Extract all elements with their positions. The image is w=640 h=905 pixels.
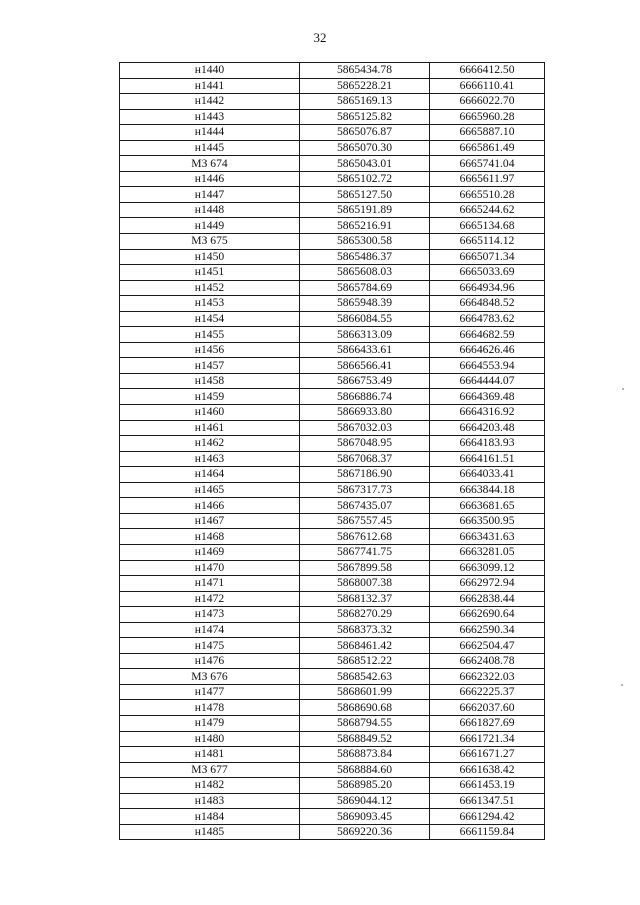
table-row [120, 280, 545, 296]
y-coordinate-cell: 6661159.84 [430, 824, 545, 840]
table-row [120, 389, 545, 405]
y-coordinate-cell: 6664682.59 [430, 327, 545, 343]
table-row [120, 498, 545, 514]
x-coordinate-cell: 5866933.80 [300, 405, 430, 421]
table-row [120, 824, 545, 840]
point-id-cell: н1472 [120, 591, 300, 607]
point-id-cell: н1454 [120, 311, 300, 327]
x-coordinate-cell: 5868270.29 [300, 607, 430, 623]
y-coordinate-cell: 6662690.64 [430, 607, 545, 623]
point-id-cell: н1466 [120, 498, 300, 514]
table-row [120, 109, 545, 125]
table-row [120, 653, 545, 669]
x-coordinate-cell: 5866433.61 [300, 342, 430, 358]
table-row [120, 607, 545, 623]
table-row [120, 638, 545, 654]
x-coordinate-cell: 5867032.03 [300, 420, 430, 436]
y-coordinate-cell: 6664444.07 [430, 373, 545, 389]
point-id-cell: н1442 [120, 94, 300, 110]
y-coordinate-cell: 6664783.62 [430, 311, 545, 327]
x-coordinate-cell: 5865486.37 [300, 249, 430, 265]
table-row [120, 622, 545, 638]
table-row [120, 793, 545, 809]
point-id-cell: н1453 [120, 296, 300, 312]
point-id-cell: МЗ 675 [120, 234, 300, 250]
x-coordinate-cell: 5868873.84 [300, 747, 430, 763]
y-coordinate-cell: 6662590.34 [430, 622, 545, 638]
x-coordinate-cell: 5867317.73 [300, 482, 430, 498]
x-coordinate-cell: 5866313.09 [300, 327, 430, 343]
y-coordinate-cell: 6662972.94 [430, 576, 545, 592]
point-id-cell: н1469 [120, 544, 300, 560]
point-id-cell: н1463 [120, 451, 300, 467]
table-row [120, 700, 545, 716]
point-id-cell: н1462 [120, 436, 300, 452]
y-coordinate-cell: 6663844.18 [430, 482, 545, 498]
point-id-cell: н1443 [120, 109, 300, 125]
x-coordinate-cell: 5869220.36 [300, 824, 430, 840]
table-row [120, 747, 545, 763]
table-row [120, 731, 545, 747]
y-coordinate-cell: 6664203.48 [430, 420, 545, 436]
table-row [120, 576, 545, 592]
table-row [120, 684, 545, 700]
x-coordinate-cell: 5868542.63 [300, 669, 430, 685]
table-row [120, 809, 545, 825]
x-coordinate-cell: 5867435.07 [300, 498, 430, 514]
point-id-cell: н1473 [120, 607, 300, 623]
point-id-cell: н1468 [120, 529, 300, 545]
coordinates-table [119, 62, 545, 840]
y-coordinate-cell: 6661453.19 [430, 778, 545, 794]
point-id-cell: н1446 [120, 171, 300, 187]
y-coordinate-cell: 6661721.34 [430, 731, 545, 747]
point-id-cell: н1467 [120, 513, 300, 529]
y-coordinate-cell: 6665510.28 [430, 187, 545, 203]
y-coordinate-cell: 6664316.92 [430, 405, 545, 421]
x-coordinate-cell: 5865076.87 [300, 125, 430, 141]
point-id-cell: н1458 [120, 373, 300, 389]
table-row [120, 358, 545, 374]
x-coordinate-cell: 5867068.37 [300, 451, 430, 467]
table-row [120, 63, 545, 79]
table-row [120, 373, 545, 389]
x-coordinate-cell: 5868884.60 [300, 762, 430, 778]
table-row [120, 560, 545, 576]
x-coordinate-cell: 5865784.69 [300, 280, 430, 296]
x-coordinate-cell: 5867186.90 [300, 467, 430, 483]
point-id-cell: н1444 [120, 125, 300, 141]
table-row [120, 311, 545, 327]
y-coordinate-cell: 6666110.41 [430, 78, 545, 94]
x-coordinate-cell: 5868601.99 [300, 684, 430, 700]
y-coordinate-cell: 6663500.95 [430, 513, 545, 529]
y-coordinate-cell: 6665114.12 [430, 234, 545, 250]
point-id-cell: н1477 [120, 684, 300, 700]
x-coordinate-cell: 5866753.49 [300, 373, 430, 389]
table-row [120, 482, 545, 498]
table-row [120, 218, 545, 234]
point-id-cell: н1457 [120, 358, 300, 374]
x-coordinate-cell: 5865434.78 [300, 63, 430, 79]
point-id-cell: н1441 [120, 78, 300, 94]
point-id-cell: н1452 [120, 280, 300, 296]
point-id-cell: н1459 [120, 389, 300, 405]
x-coordinate-cell: 5865228.21 [300, 78, 430, 94]
y-coordinate-cell: 6665033.69 [430, 265, 545, 281]
table-row [120, 296, 545, 312]
point-id-cell: н1475 [120, 638, 300, 654]
y-coordinate-cell: 6665887.10 [430, 125, 545, 141]
x-coordinate-cell: 5868512.22 [300, 653, 430, 669]
table-row [120, 451, 545, 467]
point-id-cell: н1484 [120, 809, 300, 825]
y-coordinate-cell: 6663431.63 [430, 529, 545, 545]
table-row [120, 669, 545, 685]
y-coordinate-cell: 6663099.12 [430, 560, 545, 576]
y-coordinate-cell: 6665861.49 [430, 140, 545, 156]
y-coordinate-cell: 6664033.41 [430, 467, 545, 483]
y-coordinate-cell: 6666412.50 [430, 63, 545, 79]
table-row [120, 405, 545, 421]
point-id-cell: н1451 [120, 265, 300, 281]
point-id-cell: МЗ 674 [120, 156, 300, 172]
table-row [120, 467, 545, 483]
point-id-cell: н1478 [120, 700, 300, 716]
point-id-cell: н1480 [120, 731, 300, 747]
y-coordinate-cell: 6665960.28 [430, 109, 545, 125]
x-coordinate-cell: 5865102.72 [300, 171, 430, 187]
x-coordinate-cell: 5867741.75 [300, 544, 430, 560]
table-row [120, 544, 545, 560]
y-coordinate-cell: 6662838.44 [430, 591, 545, 607]
y-coordinate-cell: 6665071.34 [430, 249, 545, 265]
scan-speck [621, 684, 623, 686]
y-coordinate-cell: 6662504.47 [430, 638, 545, 654]
point-id-cell: н1456 [120, 342, 300, 358]
x-coordinate-cell: 5868985.20 [300, 778, 430, 794]
table-row [120, 234, 545, 250]
coordinates-table-body [120, 63, 545, 840]
x-coordinate-cell: 5866566.41 [300, 358, 430, 374]
x-coordinate-cell: 5866886.74 [300, 389, 430, 405]
table-row [120, 265, 545, 281]
point-id-cell: н1482 [120, 778, 300, 794]
point-id-cell: н1485 [120, 824, 300, 840]
page-number: 32 [313, 30, 327, 45]
x-coordinate-cell: 5868461.42 [300, 638, 430, 654]
table-row [120, 591, 545, 607]
point-id-cell: н1445 [120, 140, 300, 156]
x-coordinate-cell: 5868849.52 [300, 731, 430, 747]
point-id-cell: н1455 [120, 327, 300, 343]
x-coordinate-cell: 5867899.58 [300, 560, 430, 576]
y-coordinate-cell: 6663281.05 [430, 544, 545, 560]
point-id-cell: н1474 [120, 622, 300, 638]
point-id-cell: н1461 [120, 420, 300, 436]
table-row [120, 778, 545, 794]
x-coordinate-cell: 5865125.82 [300, 109, 430, 125]
y-coordinate-cell: 6664553.94 [430, 358, 545, 374]
point-id-cell: МЗ 676 [120, 669, 300, 685]
y-coordinate-cell: 6665244.62 [430, 202, 545, 218]
x-coordinate-cell: 5867048.95 [300, 436, 430, 452]
table-row [120, 187, 545, 203]
y-coordinate-cell: 6662037.60 [430, 700, 545, 716]
scan-speck [622, 388, 624, 390]
x-coordinate-cell: 5868007.38 [300, 576, 430, 592]
y-coordinate-cell: 6662322.03 [430, 669, 545, 685]
y-coordinate-cell: 6664161.51 [430, 451, 545, 467]
x-coordinate-cell: 5865948.39 [300, 296, 430, 312]
y-coordinate-cell: 6666022.70 [430, 94, 545, 110]
x-coordinate-cell: 5865300.58 [300, 234, 430, 250]
x-coordinate-cell: 5868794.55 [300, 715, 430, 731]
table-row [120, 529, 545, 545]
point-id-cell: н1464 [120, 467, 300, 483]
point-id-cell: н1465 [120, 482, 300, 498]
x-coordinate-cell: 5869093.45 [300, 809, 430, 825]
table-row [120, 171, 545, 187]
y-coordinate-cell: 6661638.42 [430, 762, 545, 778]
point-id-cell: н1450 [120, 249, 300, 265]
table-row [120, 125, 545, 141]
table-row [120, 156, 545, 172]
table-row [120, 420, 545, 436]
x-coordinate-cell: 5865169.13 [300, 94, 430, 110]
x-coordinate-cell: 5867612.68 [300, 529, 430, 545]
y-coordinate-cell: 6665134.68 [430, 218, 545, 234]
point-id-cell: н1440 [120, 63, 300, 79]
table-row [120, 78, 545, 94]
point-id-cell: МЗ 677 [120, 762, 300, 778]
y-coordinate-cell: 6665741.04 [430, 156, 545, 172]
y-coordinate-cell: 6664183.93 [430, 436, 545, 452]
table-row [120, 342, 545, 358]
x-coordinate-cell: 5865191.89 [300, 202, 430, 218]
table-row [120, 140, 545, 156]
table-row [120, 715, 545, 731]
y-coordinate-cell: 6661294.42 [430, 809, 545, 825]
x-coordinate-cell: 5865043.01 [300, 156, 430, 172]
y-coordinate-cell: 6661347.51 [430, 793, 545, 809]
point-id-cell: н1470 [120, 560, 300, 576]
y-coordinate-cell: 6662225.37 [430, 684, 545, 700]
table-row [120, 327, 545, 343]
y-coordinate-cell: 6664848.52 [430, 296, 545, 312]
point-id-cell: н1481 [120, 747, 300, 763]
x-coordinate-cell: 5868690.68 [300, 700, 430, 716]
point-id-cell: н1483 [120, 793, 300, 809]
point-id-cell: н1447 [120, 187, 300, 203]
point-id-cell: н1476 [120, 653, 300, 669]
point-id-cell: н1479 [120, 715, 300, 731]
x-coordinate-cell: 5865070.30 [300, 140, 430, 156]
x-coordinate-cell: 5868132.37 [300, 591, 430, 607]
y-coordinate-cell: 6661671.27 [430, 747, 545, 763]
table-row [120, 762, 545, 778]
table-row [120, 249, 545, 265]
x-coordinate-cell: 5865127.50 [300, 187, 430, 203]
y-coordinate-cell: 6662408.78 [430, 653, 545, 669]
x-coordinate-cell: 5865216.91 [300, 218, 430, 234]
point-id-cell: н1460 [120, 405, 300, 421]
table-row [120, 202, 545, 218]
y-coordinate-cell: 6665611.97 [430, 171, 545, 187]
y-coordinate-cell: 6664369.48 [430, 389, 545, 405]
x-coordinate-cell: 5865608.03 [300, 265, 430, 281]
x-coordinate-cell: 5866084.55 [300, 311, 430, 327]
y-coordinate-cell: 6661827.69 [430, 715, 545, 731]
point-id-cell: н1448 [120, 202, 300, 218]
y-coordinate-cell: 6663681.65 [430, 498, 545, 514]
point-id-cell: н1449 [120, 218, 300, 234]
y-coordinate-cell: 6664626.46 [430, 342, 545, 358]
x-coordinate-cell: 5867557.45 [300, 513, 430, 529]
y-coordinate-cell: 6664934.96 [430, 280, 545, 296]
x-coordinate-cell: 5869044.12 [300, 793, 430, 809]
x-coordinate-cell: 5868373.32 [300, 622, 430, 638]
point-id-cell: н1471 [120, 576, 300, 592]
table-row [120, 513, 545, 529]
table-row [120, 94, 545, 110]
table-row [120, 436, 545, 452]
